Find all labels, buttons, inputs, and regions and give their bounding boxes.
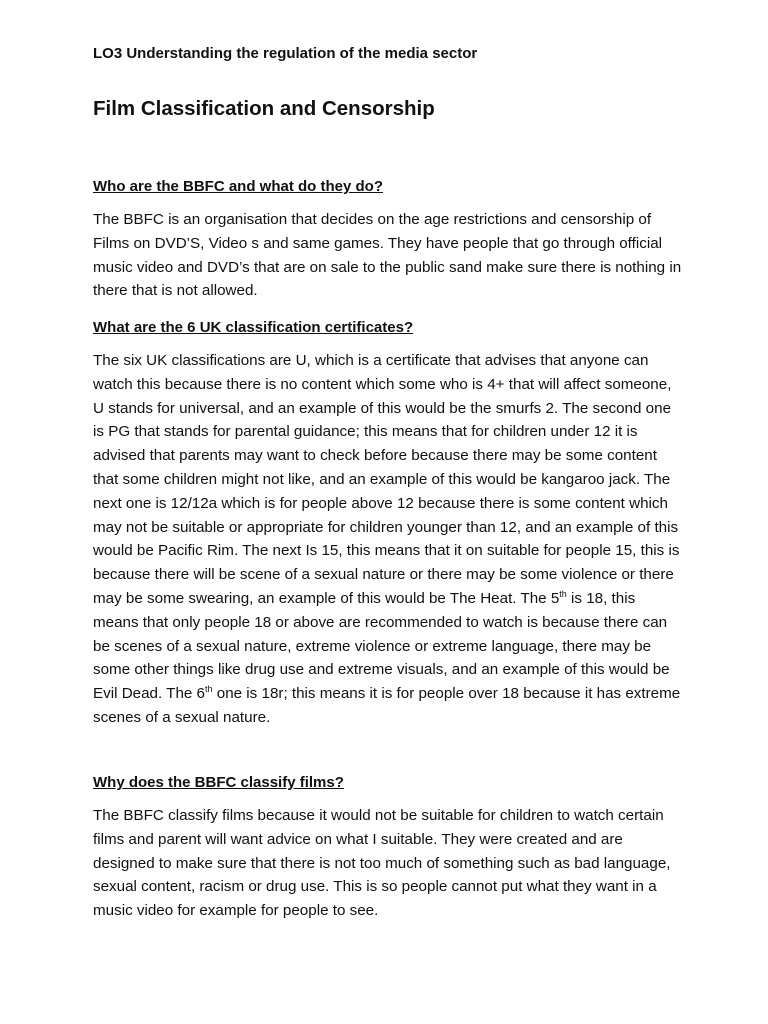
document-page — [93, 44, 683, 920]
section-who-are-bbfc — [93, 177, 683, 303]
ordinal-superscript: th — [559, 588, 567, 599]
document-title: Film Classification and Censorship — [93, 97, 435, 120]
question-heading: Why does the BBFC classify films? — [93, 774, 344, 791]
ordinal-superscript: th — [205, 684, 213, 695]
section-classification-certificates — [93, 318, 683, 730]
answer-paragraph — [93, 349, 683, 730]
answer-paragraph: The BBFC is an organisation that decides on the age restrictions and censorship of Films on DVD’S, Video s and same games. They have people that go through official music video and DVD’s that are on sale to the public sand make sure there is nothing in there that is not allowed. — [93, 211, 682, 300]
answer-text: one is 18r; this means it is for people over 18 because it has extreme scenes of a sexual nature. — [93, 685, 681, 726]
unit-heading: LO3 Understanding the regulation of the media sector — [93, 45, 478, 62]
question-heading: Who are the BBFC and what do they do? — [93, 178, 383, 195]
section-why-classify — [93, 773, 683, 923]
answer-text: is 18, this means that only people 18 or above are recommended to watch is because there can be scenes of a sexual nature, extreme violence or extreme language, there may be some other things like drug use and extreme visuals, and an example of this would be Evil Dead. The 6 — [93, 589, 670, 703]
answer-paragraph: The BBFC classify films because it would not be suitable for children to watch certain films and parent will want advice on what I suitable. They were created and are designed to make sure that there is not too much of something such as bad language, sexual content, racism or drug use. This is so people cannot put what they want in a music video for example for people to see. — [93, 807, 671, 920]
answer-text: The six UK classifications are U, which is a certificate that advises that anyone can watch this because there is no content which some who is 4+ that will affect someone, U stands for universal, and an example of this would be the smurfs 2. The second one is PG that stands for parental guidance; this means that for children under 12 it is advised that parents may want to check before because there may be some content that some children might not like, and an example of this would be kangaroo jack. The next one is 12/12a which is for people above 12 because there is some content which may not be suitable or appropriate for children younger than 12, and an example of this would be Pacific Rim. The next Is 15, this means that it on suitable for people 15, this is because there will be scene of a sexual nature or there may be some violence or there may be some swearing, an example of this would be The Heat. The 5 — [93, 352, 680, 607]
question-heading: What are the 6 UK classification certificates? — [93, 319, 414, 336]
